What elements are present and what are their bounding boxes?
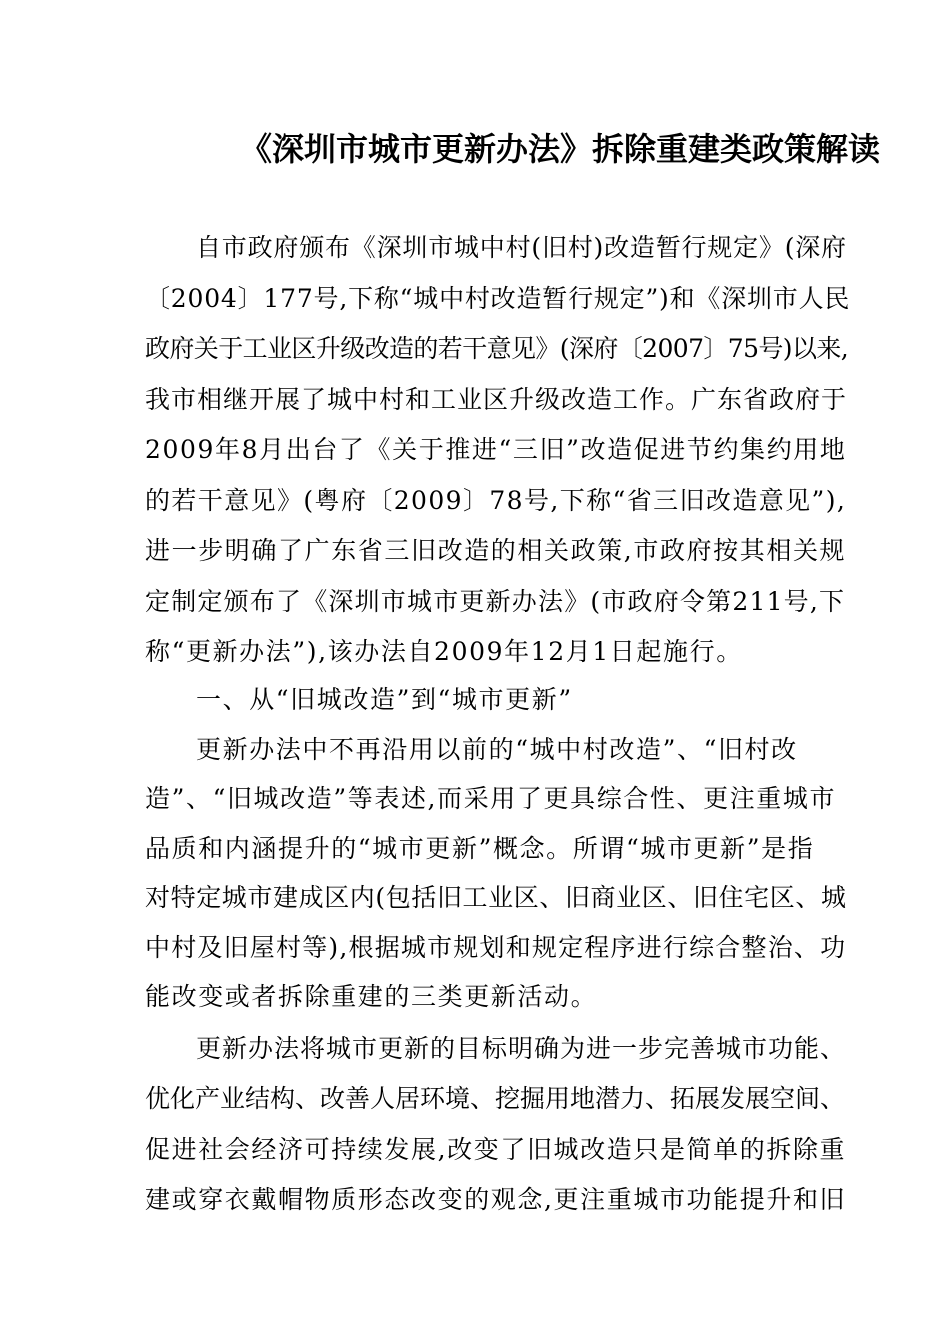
paragraph-line: 建或穿衣戴帽物质形态改变的观念,更注重城市功能提升和旧	[145, 1185, 847, 1214]
paragraph-line: 〔2004〕177号,下称“城中村改造暂行规定”)和《深圳市人民	[145, 284, 851, 313]
paragraph-line: 优化产业结构、改善人居环境、挖掘用地潜力、拓展发展空间、	[145, 1084, 846, 1113]
paragraph-line: 能改变或者拆除重建的三类更新活动。	[145, 982, 598, 1011]
paragraph-line: 对特定城市建成区内(包括旧工业区、旧商业区、旧住宅区、城	[145, 883, 847, 912]
paragraph-line: 称“更新办法”),该办法自2009年12月1日起施行。	[145, 637, 743, 666]
section-heading: 一、从“旧城改造”到“城市更新”	[196, 685, 573, 714]
paragraph-line: 更新办法中不再沿用以前的“城中村改造”、“旧村改	[196, 735, 798, 764]
document-title: 《深圳市城市更新办法》拆除重建类政策解读	[240, 130, 881, 168]
paragraph-line: 中村及旧屋村等),根据城市规划和规定程序进行综合整治、功	[145, 933, 847, 962]
paragraph-line: 的若干意见》(粤府〔2009〕78号,下称“省三旧改造意见”),	[145, 486, 847, 515]
paragraph-line: 进一步明确了广东省三旧改造的相关政策,市政府按其相关规	[145, 536, 847, 565]
paragraph-line: 自市政府颁布《深圳市城中村(旧村)改造暂行规定》(深府	[196, 233, 847, 262]
paragraph-line: 定制定颁布了《深圳市城市更新办法》(市政府令第211号,下	[145, 587, 846, 616]
paragraph-line: 我市相继开展了城中村和工业区升级改造工作。广东省政府于	[145, 385, 848, 414]
paragraph-line: 政府关于工业区升级改造的若干意见》(深府〔2007〕75号)以来,	[145, 334, 849, 363]
paragraph-line: 2009年8月出台了《关于推进“三旧”改造促进节约集约用地	[145, 435, 847, 464]
paragraph-line: 更新办法将城市更新的目标明确为进一步完善城市功能、	[196, 1034, 847, 1063]
paragraph-line: 造”、“旧城改造”等表述,而采用了更具综合性、更注重城市	[145, 784, 837, 813]
paragraph-line: 促进社会经济可持续发展,改变了旧城改造只是简单的拆除重	[145, 1135, 847, 1164]
paragraph-line: 品质和内涵提升的“城市更新”概念。所谓“城市更新”是指	[145, 834, 815, 863]
